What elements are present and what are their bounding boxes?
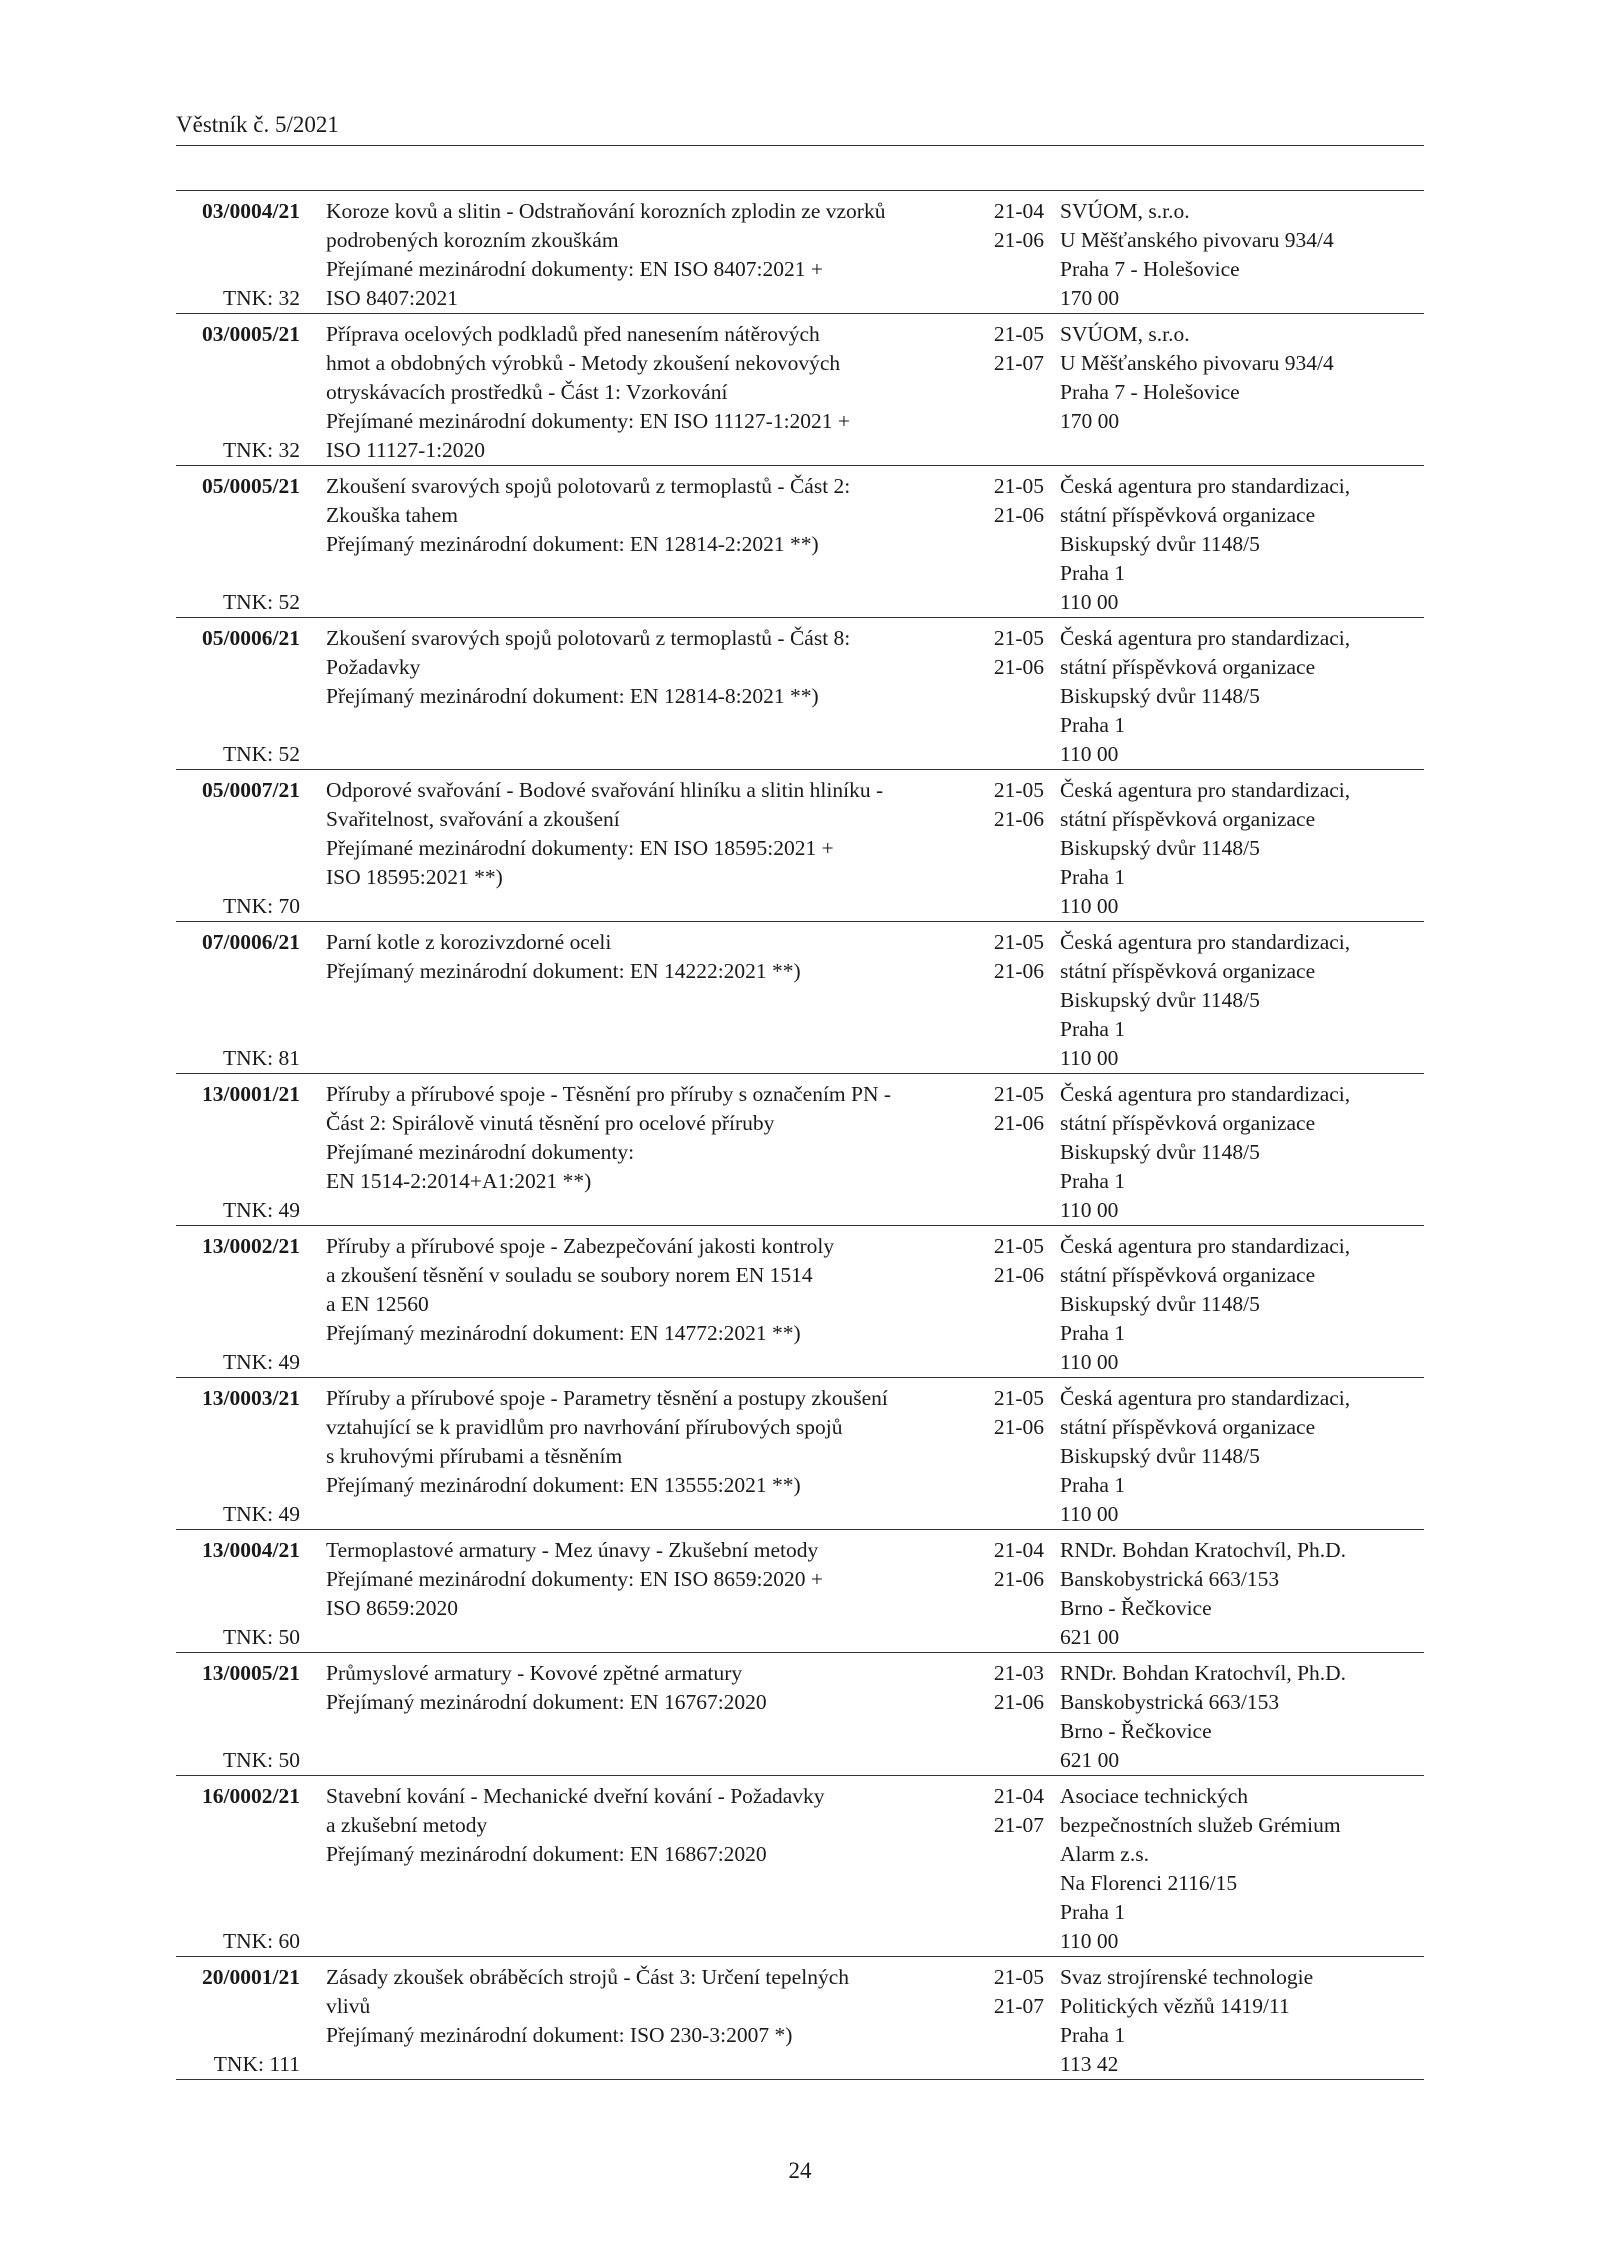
dates-cell: [964, 472, 1044, 617]
description-line: Přejímaný mezinárodní dokument: ISO 230-3:2007 *): [326, 2023, 793, 2047]
tnk-label: TNK: 52: [222, 590, 300, 614]
address-line: Biskupský dvůr 1148/5: [1060, 684, 1260, 708]
date-value: 21-06: [993, 228, 1044, 252]
standard-number-cell: [176, 472, 304, 617]
tnk-label: TNK: 49: [222, 1350, 300, 1374]
standard-number-cell: [176, 928, 304, 1073]
address-cell: [1044, 197, 1424, 313]
date-value: 21-05: [993, 1386, 1044, 1410]
address-cell: [1044, 776, 1424, 921]
address-line: 110 00: [1060, 1502, 1119, 1526]
description-line: Přejímaný mezinárodní dokument: EN 13555:2021 **): [326, 1473, 801, 1497]
address-line: RNDr. Bohdan Kratochvíl, Ph.D.: [1060, 1661, 1347, 1685]
address-line: 110 00: [1060, 590, 1119, 614]
address-line: státní příspěvková organizace: [1060, 655, 1316, 679]
description-line: Termoplastové armatury - Mez únavy - Zkušební metody: [326, 1538, 819, 1562]
address-line: RNDr. Bohdan Kratochvíl, Ph.D.: [1060, 1538, 1347, 1562]
date-value: 21-06: [993, 959, 1044, 983]
description-line: Přejímaný mezinárodní dokument: EN 14222:2021 **): [326, 959, 801, 983]
address-line: Česká agentura pro standardizaci,: [1060, 1234, 1351, 1258]
address-cell: [1044, 1080, 1424, 1225]
address-line: Praha 1: [1060, 1321, 1126, 1345]
address-cell: [1044, 472, 1424, 617]
tnk-label: TNK: 32: [222, 438, 300, 462]
address-line: Česká agentura pro standardizaci,: [1060, 778, 1351, 802]
description-line: Zásady zkoušek obráběcích strojů - Část 3: Určení tepelných: [326, 1965, 849, 1989]
description-line: ISO 8659:2020: [326, 1596, 458, 1620]
dates-cell: [964, 1232, 1044, 1377]
tnk-label: TNK: 70: [222, 894, 300, 918]
address-line: 170 00: [1060, 409, 1120, 433]
table-row: [176, 1074, 1424, 1226]
address-line: státní příspěvková organizace: [1060, 1415, 1316, 1439]
description-cell: [304, 320, 964, 465]
date-value: 21-05: [993, 1082, 1044, 1106]
address-line: Česká agentura pro standardizaci,: [1060, 1082, 1351, 1106]
description-line: ISO 18595:2021 **): [326, 865, 503, 889]
table-row: [176, 1776, 1424, 1957]
description-cell: [304, 197, 964, 313]
page-header: [176, 110, 1424, 140]
address-line: Praha 1: [1060, 2023, 1126, 2047]
description-line: s kruhovými přírubami a těsněním: [326, 1444, 623, 1468]
description-line: Stavební kování - Mechanické dveřní kování - Požadavky: [326, 1784, 825, 1808]
tnk-label: TNK: 60: [222, 1929, 300, 1953]
tnk-label: TNK: 50: [222, 1748, 300, 1772]
description-line: Příprava ocelových podkladů před nanesením nátěrových: [326, 322, 820, 346]
address-line: Biskupský dvůr 1148/5: [1060, 532, 1260, 556]
dates-cell: [964, 1080, 1044, 1225]
standard-code: 03/0005/21: [202, 322, 300, 346]
description-line: Zkoušení svarových spojů polotovarů z termoplastů - Část 8:: [326, 626, 851, 650]
description-cell: [304, 1384, 964, 1529]
date-value: 21-06: [993, 655, 1044, 679]
description-line: a EN 12560: [326, 1292, 429, 1316]
description-cell: [304, 1659, 964, 1775]
standard-number-cell: [176, 624, 304, 769]
address-line: Biskupský dvůr 1148/5: [1060, 836, 1260, 860]
address-line: Asociace technických: [1060, 1784, 1249, 1808]
date-value: 21-06: [993, 1567, 1044, 1591]
description-line: EN 1514-2:2014+A1:2021 **): [326, 1169, 592, 1193]
description-line: Přejímané mezinárodní dokumenty: EN ISO 8659:2020 +: [326, 1567, 823, 1591]
standard-code: 03/0004/21: [202, 199, 300, 223]
standard-number-cell: [176, 1536, 304, 1652]
address-cell: [1044, 624, 1424, 769]
address-line: Praha 1: [1060, 1017, 1126, 1041]
tnk-label: TNK: 49: [222, 1502, 300, 1526]
table-row: [176, 770, 1424, 922]
description-line: Zkoušení svarových spojů polotovarů z termoplastů - Část 2:: [326, 474, 851, 498]
description-line: Příruby a přírubové spoje - Těsnění pro příruby s označením PN -: [326, 1082, 892, 1106]
dates-cell: [964, 320, 1044, 465]
date-value: 21-04: [993, 199, 1044, 223]
date-value: 21-03: [993, 1661, 1044, 1685]
description-line: podrobených korozním zkouškám: [326, 228, 619, 252]
table-row: [176, 1653, 1424, 1776]
date-value: 21-04: [993, 1538, 1044, 1562]
address-line: 110 00: [1060, 1198, 1119, 1222]
description-line: Přejímané mezinárodní dokumenty: EN ISO 18595:2021 +: [326, 836, 834, 860]
description-line: a zkušební metody: [326, 1813, 488, 1837]
description-line: a zkoušení těsnění v souladu se soubory norem EN 1514: [326, 1263, 813, 1287]
description-cell: [304, 928, 964, 1073]
description-line: Koroze kovů a slitin - Odstraňování korozních zplodin ze vzorků: [326, 199, 886, 223]
dates-cell: [964, 1659, 1044, 1775]
table-row: [176, 1226, 1424, 1378]
date-value: 21-06: [993, 503, 1044, 527]
standard-code: 13/0002/21: [202, 1234, 300, 1258]
table-row: [176, 466, 1424, 618]
standard-number-cell: [176, 320, 304, 465]
tnk-label: TNK: 49: [222, 1198, 300, 1222]
standard-number-cell: [176, 1782, 304, 1956]
description-line: Svařitelnost, svařování a zkoušení: [326, 807, 620, 831]
address-cell: [1044, 1963, 1424, 2079]
description-cell: [304, 472, 964, 617]
date-value: 21-07: [993, 1994, 1044, 2018]
dates-cell: [964, 624, 1044, 769]
date-value: 21-05: [993, 930, 1044, 954]
address-line: Praha 7 - Holešovice: [1060, 257, 1240, 281]
address-cell: [1044, 1659, 1424, 1775]
address-line: státní příspěvková organizace: [1060, 807, 1316, 831]
date-value: 21-07: [993, 1813, 1044, 1837]
date-value: 21-05: [993, 1234, 1044, 1258]
address-line: státní příspěvková organizace: [1060, 1111, 1316, 1135]
date-value: 21-07: [993, 351, 1044, 375]
tnk-label: TNK: 81: [222, 1046, 300, 1070]
address-line: státní příspěvková organizace: [1060, 1263, 1316, 1287]
description-cell: [304, 1080, 964, 1225]
date-value: 21-05: [993, 322, 1044, 346]
description-cell: [304, 1536, 964, 1652]
description-line: Zkouška tahem: [326, 503, 458, 527]
header-rule: [176, 145, 1424, 146]
tnk-label: TNK: 32: [222, 286, 300, 310]
description-line: Přejímaný mezinárodní dokument: EN 12814-2:2021 **): [326, 532, 819, 556]
description-line: vlivů: [326, 1994, 371, 2018]
table-row: [176, 314, 1424, 466]
standard-code: 20/0001/21: [202, 1965, 300, 1989]
standard-number-cell: [176, 1232, 304, 1377]
dates-cell: [964, 1384, 1044, 1529]
address-line: státní příspěvková organizace: [1060, 959, 1316, 983]
description-cell: [304, 624, 964, 769]
description-line: Přejímané mezinárodní dokumenty: EN ISO 11127-1:2021 +: [326, 409, 851, 433]
address-line: Biskupský dvůr 1148/5: [1060, 1292, 1260, 1316]
tnk-label: TNK: 111: [213, 2052, 300, 2076]
standard-number-cell: [176, 776, 304, 921]
journal-title: Věstník č. 5/2021: [176, 112, 339, 137]
address-line: 110 00: [1060, 1929, 1119, 1953]
address-cell: [1044, 320, 1424, 465]
address-line: Praha 1: [1060, 1900, 1126, 1924]
standard-number-cell: [176, 1963, 304, 2079]
standard-code: 13/0001/21: [202, 1082, 300, 1106]
description-line: Přejímaný mezinárodní dokument: EN 16767:2020: [326, 1690, 767, 1714]
date-value: 21-06: [993, 1690, 1044, 1714]
address-line: 113 42: [1060, 2052, 1119, 2076]
address-line: Svaz strojírenské technologie: [1060, 1965, 1314, 1989]
standard-code: 13/0004/21: [202, 1538, 300, 1562]
date-value: 21-05: [993, 1965, 1044, 1989]
dates-cell: [964, 928, 1044, 1073]
dates-cell: [964, 776, 1044, 921]
standard-code: 16/0002/21: [202, 1784, 300, 1808]
dates-cell: [964, 1536, 1044, 1652]
date-value: 21-06: [993, 1263, 1044, 1287]
page-number: 24: [788, 2158, 812, 2183]
address-line: Česká agentura pro standardizaci,: [1060, 474, 1351, 498]
description-cell: [304, 1782, 964, 1956]
address-line: Alarm z.s.: [1060, 1842, 1149, 1866]
description-line: ISO 11127-1:2020: [326, 438, 486, 462]
address-line: Praha 1: [1060, 561, 1126, 585]
address-line: státní příspěvková organizace: [1060, 503, 1316, 527]
address-line: 621 00: [1060, 1625, 1120, 1649]
table-row: [176, 1378, 1424, 1530]
address-line: Praha 1: [1060, 1169, 1126, 1193]
description-line: vztahující se k pravidlům pro navrhování přírubových spojů: [326, 1415, 843, 1439]
description-line: otryskávacích prostředků - Část 1: Vzorkování: [326, 380, 728, 404]
address-line: 170 00: [1060, 286, 1120, 310]
date-value: 21-06: [993, 1111, 1044, 1135]
address-line: Brno - Řečkovice: [1060, 1596, 1212, 1620]
standard-code: 05/0006/21: [202, 626, 300, 650]
standard-number-cell: [176, 1080, 304, 1225]
address-line: Praha 1: [1060, 865, 1126, 889]
address-line: Česká agentura pro standardizaci,: [1060, 626, 1351, 650]
standard-code: 05/0007/21: [202, 778, 300, 802]
tnk-label: TNK: 50: [222, 1625, 300, 1649]
standard-number-cell: [176, 197, 304, 313]
address-line: Praha 1: [1060, 713, 1126, 737]
standard-number-cell: [176, 1384, 304, 1529]
address-line: SVÚOM, s.r.o.: [1060, 322, 1190, 346]
address-cell: [1044, 1232, 1424, 1377]
description-line: Část 2: Spirálově vinutá těsnění pro ocelové příruby: [326, 1111, 775, 1135]
address-line: Praha 1: [1060, 1473, 1126, 1497]
table-row: [176, 191, 1424, 314]
table-row: [176, 1957, 1424, 2080]
dates-cell: [964, 1782, 1044, 1956]
standards-table: [176, 190, 1424, 2080]
address-line: 110 00: [1060, 742, 1119, 766]
address-cell: [1044, 1536, 1424, 1652]
description-line: Přejímané mezinárodní dokumenty: EN ISO 8407:2021 +: [326, 257, 823, 281]
date-value: 21-05: [993, 626, 1044, 650]
address-line: Česká agentura pro standardizaci,: [1060, 1386, 1351, 1410]
tnk-label: TNK: 52: [222, 742, 300, 766]
address-line: Biskupský dvůr 1148/5: [1060, 988, 1260, 1012]
address-line: SVÚOM, s.r.o.: [1060, 199, 1190, 223]
date-value: 21-06: [993, 807, 1044, 831]
address-line: Banskobystrická 663/153: [1060, 1690, 1280, 1714]
description-line: Přejímané mezinárodní dokumenty:: [326, 1140, 635, 1164]
description-line: Příruby a přírubové spoje - Parametry těsnění a postupy zkoušení: [326, 1386, 888, 1410]
standard-code: 13/0003/21: [202, 1386, 300, 1410]
address-line: 110 00: [1060, 1350, 1119, 1374]
description-line: Požadavky: [326, 655, 421, 679]
description-line: Průmyslové armatury - Kovové zpětné armatury: [326, 1661, 743, 1685]
address-cell: [1044, 928, 1424, 1073]
standard-code: 05/0005/21: [202, 474, 300, 498]
date-value: 21-04: [993, 1784, 1044, 1808]
table-row: [176, 1530, 1424, 1653]
address-line: Politických vězňů 1419/11: [1060, 1994, 1290, 2018]
address-line: bezpečnostních služeb Grémium: [1060, 1813, 1341, 1837]
address-line: Praha 7 - Holešovice: [1060, 380, 1240, 404]
date-value: 21-06: [993, 1415, 1044, 1439]
description-cell: [304, 776, 964, 921]
dates-cell: [964, 1963, 1044, 2079]
description-line: Příruby a přírubové spoje - Zabezpečování jakosti kontroly: [326, 1234, 835, 1258]
standard-code: 07/0006/21: [202, 930, 300, 954]
standard-code: 13/0005/21: [202, 1661, 300, 1685]
standard-number-cell: [176, 1659, 304, 1775]
date-value: 21-05: [993, 778, 1044, 802]
table-row: [176, 618, 1424, 770]
address-line: U Měšťanského pivovaru 934/4: [1060, 228, 1334, 252]
description-line: Odporové svařování - Bodové svařování hliníku a slitin hliníku -: [326, 778, 884, 802]
address-cell: [1044, 1384, 1424, 1529]
date-value: 21-05: [993, 474, 1044, 498]
description-line: hmot a obdobných výrobků - Metody zkoušení nekovových: [326, 351, 841, 375]
address-line: Biskupský dvůr 1148/5: [1060, 1444, 1260, 1468]
dates-cell: [964, 197, 1044, 313]
description-line: ISO 8407:2021: [326, 286, 458, 310]
table-row: [176, 922, 1424, 1074]
description-line: Přejímaný mezinárodní dokument: EN 12814-8:2021 **): [326, 684, 819, 708]
description-line: Parní kotle z korozivzdorné oceli: [326, 930, 612, 954]
address-line: 621 00: [1060, 1748, 1120, 1772]
description-cell: [304, 1963, 964, 2079]
address-line: Banskobystrická 663/153: [1060, 1567, 1280, 1591]
description-line: Přejímaný mezinárodní dokument: EN 16867:2020: [326, 1842, 767, 1866]
address-line: Brno - Řečkovice: [1060, 1719, 1212, 1743]
description-line: Přejímaný mezinárodní dokument: EN 14772:2021 **): [326, 1321, 801, 1345]
description-cell: [304, 1232, 964, 1377]
address-line: Na Florenci 2116/15: [1060, 1871, 1238, 1895]
address-line: Česká agentura pro standardizaci,: [1060, 930, 1351, 954]
address-cell: [1044, 1782, 1424, 1956]
address-line: U Měšťanského pivovaru 934/4: [1060, 351, 1334, 375]
address-line: Biskupský dvůr 1148/5: [1060, 1140, 1260, 1164]
address-line: 110 00: [1060, 1046, 1119, 1070]
address-line: 110 00: [1060, 894, 1119, 918]
